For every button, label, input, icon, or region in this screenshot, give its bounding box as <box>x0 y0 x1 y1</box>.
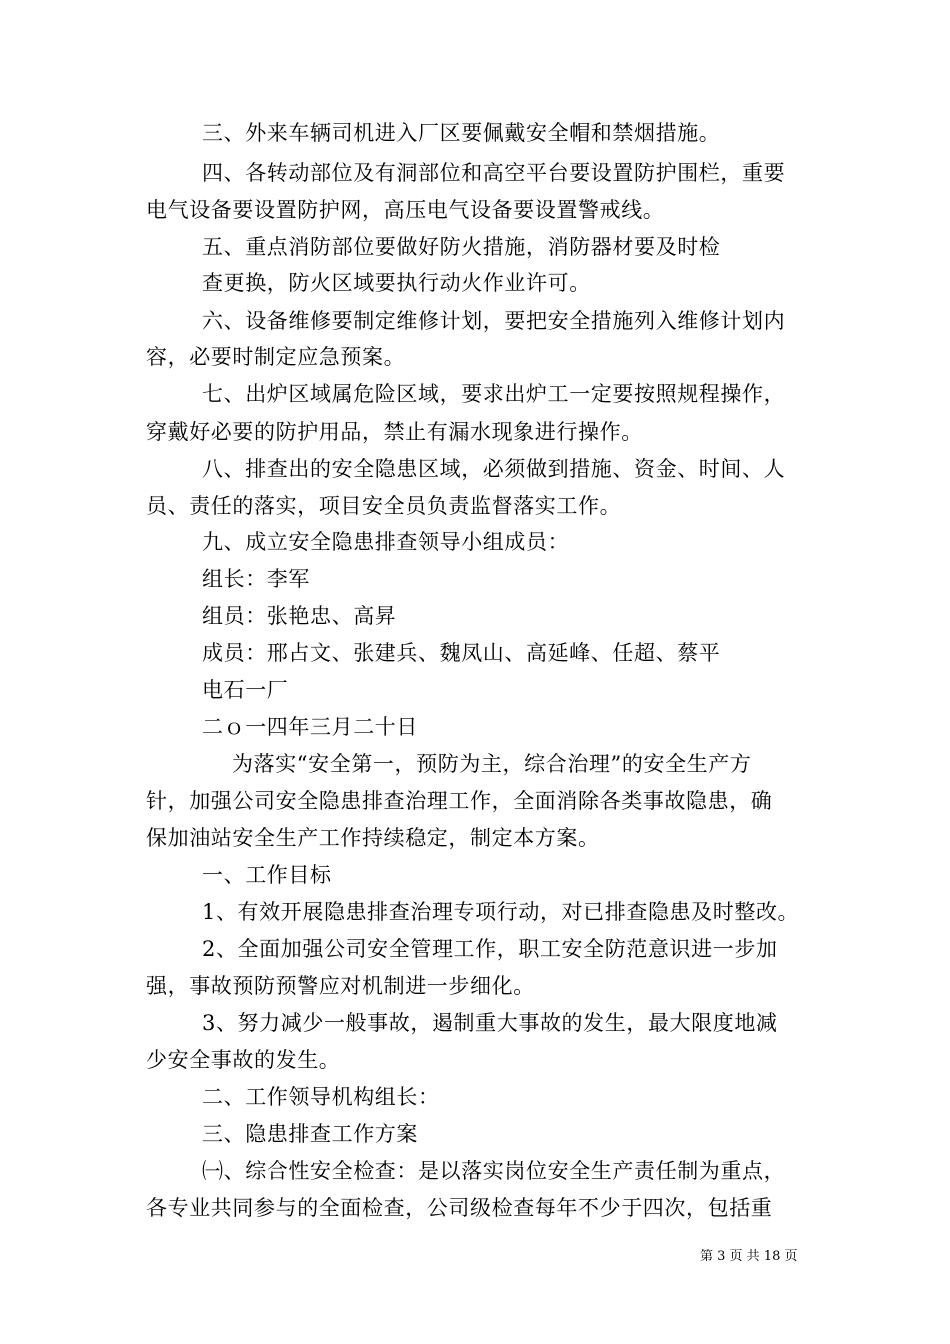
text-line: 组员：张艳忠、高昇 <box>202 604 397 628</box>
text-line: 保加油站安全生产工作持续稳定，制定本方案。 <box>146 826 600 850</box>
text-line: 容，必要时制定应急预案。 <box>146 345 406 369</box>
text-line: 为落实“安全第一，预防为主，综合治理”的安全生产方 <box>232 752 752 776</box>
text-line: 查更换，防火区域要执行动火作业许可。 <box>202 271 591 295</box>
text-line: 四、各转动部位及有洞部位和高空平台要设置防护围栏，重要 <box>202 161 786 185</box>
text-line: 穿戴好必要的防护用品，禁止有漏水现象进行操作。 <box>146 420 643 444</box>
page-number-footer: 第 3 页 共 18 页 <box>700 1249 798 1264</box>
text-line: 三、隐患排查工作方案 <box>202 1122 418 1146</box>
text-line: 强，事故预防预警应对机制进一步细化。 <box>146 974 535 998</box>
text-line: 九、成立安全隐患排查领导小组成员： <box>202 530 570 554</box>
text-line: 三、外来车辆司机进入厂区要佩戴安全帽和禁烟措施。 <box>202 121 721 145</box>
text-line: 六、设备维修要制定维修计划，要把安全措施列入维修计划内 <box>202 309 786 333</box>
text-line: 成员：邢占文、张建兵、魏凤山、高延峰、任超、蔡平 <box>202 641 721 665</box>
text-line: 少安全事故的发生。 <box>146 1048 341 1072</box>
text-line: 员、责任的落实，项目安全员负责监督落实工作。 <box>146 494 622 518</box>
text-line: 七、出炉区域属危险区域，要求出炉工一定要按照规程操作， <box>202 382 786 406</box>
text-line: 八、排查出的安全隐患区域，必须做到措施、资金、时间、人 <box>202 457 786 481</box>
text-line: 二ｏ一四年三月二十日 <box>202 715 418 739</box>
text-line: 组长：李军 <box>202 567 310 591</box>
text-line: 3、努力减少一般事故，遏制重大事故的发生，最大限度地减 <box>202 1011 778 1035</box>
text-line: 1、有效开展隐患排查治理专项行动，对已排查隐患及时整改。 <box>202 900 800 924</box>
text-line: 电气设备要设置防护网，高压电气设备要设置警戒线。 <box>146 198 665 222</box>
text-line: ㈠、综合性安全检查：是以落实岗位安全生产责任制为重点， <box>202 1159 786 1183</box>
text-line: 2、全面加强公司安全管理工作，职工安全防范意识进一步加 <box>202 937 778 961</box>
text-line: 各专业共同参与的全面检查，公司级检查每年不少于四次，包括重 <box>146 1196 773 1220</box>
text-line: 一、工作目标 <box>202 863 332 887</box>
text-line: 二、工作领导机构组长： <box>202 1085 440 1109</box>
text-line: 电石一厂 <box>202 678 289 702</box>
text-line: 五、重点消防部位要做好防火措施，消防器材要及时检 <box>202 235 721 259</box>
text-line: 针，加强公司安全隐患排查治理工作，全面消除各类事故隐患，确 <box>146 789 773 813</box>
